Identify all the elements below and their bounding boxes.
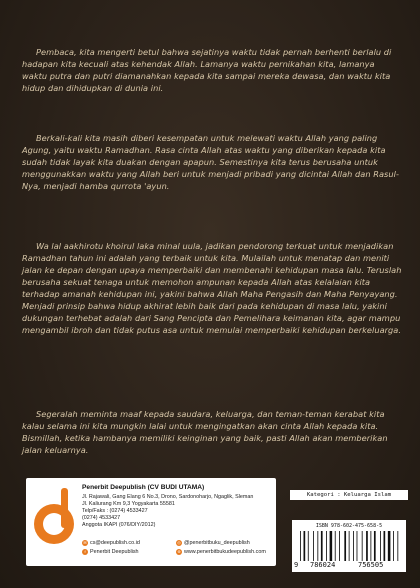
publisher-website[interactable] [176,549,266,555]
publisher-info-box [26,478,276,566]
publisher-facebook-text: Penerbit Deepublish [90,549,139,555]
barcode-digits-right: 756505 [358,561,384,569]
publisher-fax: (0274) 4533427 [82,515,121,521]
barcode-box [292,520,406,572]
isbn-label: ISBN 978-602-475-658-5 [315,523,383,529]
publisher-facebook[interactable] [82,549,139,555]
deepublish-logo-icon [32,484,76,546]
publisher-phone: Telp/Faks : (0274) 4533427 [82,508,148,514]
publisher-email[interactable] [82,540,140,546]
barcode-icon [300,531,400,561]
paragraph-3: Wa lal aakhirotu khoirul laka minal uula, jadikan pendorong terkuat untuk menjadikan Ramadhan tahun ini adalah yang terbaik untuk kita. Mulailah untuk menatap dan meniti jalan ke depan dengan upaya memperbaiki dan membenahi kehidupan masa lalu. Teruslah berusaha sekuat tenaga untuk memohon ampunan kepada Allah atas kelalaian kita terhadap amanah kehidupan ini, yakini bahwa Allah Maha Pengasih dan Maha Penyayang. Menjadi prinsip bahwa hidup akhirat lebih baik dari pada kehidupan di masa lalu, yakini dukungan terhebat adalah dari Sang Pencipta dan Pemelihara keimanan kita, agar mampu mengambil ibroh dan tidak putus asa untuk memulai memperbaiki kehidupan berkeluarga. [22,241,402,335]
barcode-digit-lead: 9 [294,561,299,569]
email-icon: ✉ [83,540,87,545]
publisher-website-text: www.penerbitbukudeepublish.com [184,549,266,555]
paragraph-2: Berkali-kali kita masih diberi kesempatan untuk melewati waktu Allah yang paling Agung, yaitu waktu Ramadhan. Rasa cinta Allah atas waktu yang diberikan kepada kita sudah tidak layak kita duakan dengan apapun. Semestinya kita terus berusaha untuk menggunakkan waktu yang Allah beri untuk menjadi pribadi yang dicintai Allah dan Rasul-Nya, menjadi hamba qurrota 'ayun. [22,133,399,191]
publisher-instagram-text: @penerbitbuku_deepublish [184,540,250,546]
globe-icon: ⊕ [177,549,181,554]
publisher-email-text: cs@deepublish.co.id [90,540,140,546]
paragraph-4: Segeralah meminta maaf kepada saudara, keluarga, dan teman-teman kerabat kita kalau selama ini kita mungkin lalai untuk mengingatkan akan cinta Allah kepada kita. Bismillah, ketika hambanya memiliki keinginan yang baik, pasti Allah akan memberikan jalan keluarnya. [22,409,388,455]
publisher-address-2: Jl. Kaliurang Km 9,3 Yogyakarta 55581 [82,501,175,507]
publisher-address-1: Jl. Rajawali, Gang Elang 6 No.3, Drono, Sardonoharjo, Ngaglik, Sleman [82,494,254,500]
publisher-instagram[interactable] [176,540,250,546]
publisher-name: Penerbit Deepublish (CV BUDI UTAMA) [82,484,205,491]
facebook-icon: f [82,549,88,555]
publisher-ikapi: Anggota IKAPI (076/DIY/2012) [82,522,156,528]
barcode-digits-left: 786024 [310,561,336,569]
instagram-icon: ◎ [177,540,181,545]
paragraph-1: Pembaca, kita mengerti betul bahwa sejatinya waktu tidak pernah berhenti berlalu di hadapan kita kecuali atas kehendak Allah. Lamanya waktu pernikahan kita, lamanya waktu putra dan putri diamanahkan kepada kita sampai mereka dewasa, dan waktu kita hidup dan dihidupkan di dunia ini. [22,47,392,93]
category-label: Kategori : Keluarga Islam [290,490,408,500]
